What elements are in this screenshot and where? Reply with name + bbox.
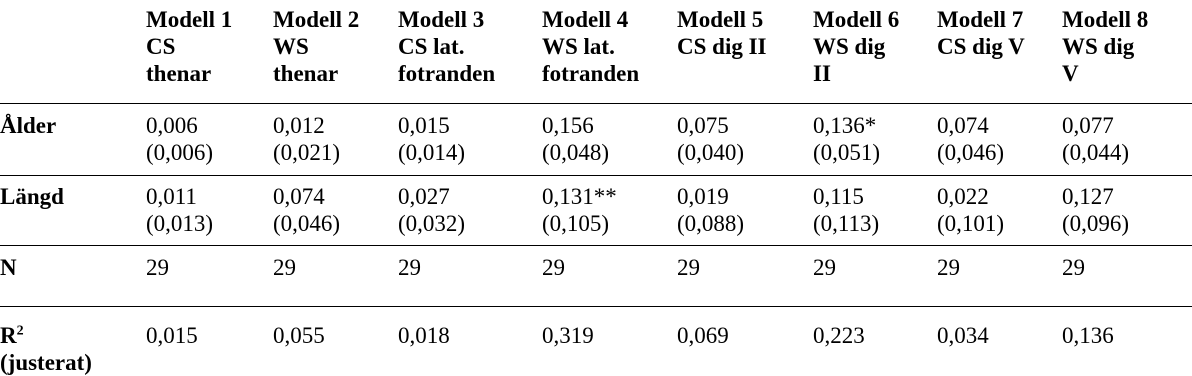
table-cell: 29 bbox=[542, 255, 565, 280]
column-header-2: Modell 2 WS thenar bbox=[273, 7, 360, 86]
row-label: Ålder bbox=[0, 113, 57, 138]
table-cell: 29 bbox=[1062, 255, 1085, 280]
table-cell: 29 bbox=[813, 255, 836, 280]
row-label: N bbox=[0, 255, 17, 280]
table-cell: 29 bbox=[273, 255, 296, 280]
table-cell: 0,127 (0,096) bbox=[1062, 184, 1130, 236]
row-divider bbox=[0, 306, 1192, 307]
table-cell: 29 bbox=[398, 255, 421, 280]
table-cell: 0,027 (0,032) bbox=[398, 184, 466, 236]
table-cell: 0,156 (0,048) bbox=[542, 113, 610, 165]
table-cell: 0,223 bbox=[813, 323, 865, 348]
table-cell: 0,069 bbox=[677, 323, 729, 348]
table-cell: 0,319 bbox=[542, 323, 594, 348]
row-label: $R^2$ (justerat) bbox=[0, 323, 92, 375]
table-cell: 0,015 (0,014) bbox=[398, 113, 466, 165]
table-cell: 0,055 bbox=[273, 323, 325, 348]
table-cell: 0,136 bbox=[1062, 323, 1114, 348]
table-cell: 0,075 (0,040) bbox=[677, 113, 745, 165]
table-cell: 0,074 (0,046) bbox=[937, 113, 1005, 165]
column-header-8: Modell 8 WS dig V bbox=[1062, 7, 1149, 86]
table-cell: 29 bbox=[677, 255, 700, 280]
row-divider bbox=[0, 245, 1192, 246]
column-header-6: Modell 6 WS dig II bbox=[813, 7, 900, 86]
column-header-4: Modell 4 WS lat. fotranden bbox=[542, 7, 640, 86]
table-cell: 0,131** (0,105) bbox=[542, 184, 617, 236]
table-cell: 0,015 bbox=[146, 323, 198, 348]
table-cell: 0,011 (0,013) bbox=[146, 184, 214, 236]
table-cell: 0,074 (0,046) bbox=[273, 184, 341, 236]
table-cell: 0,136* (0,051) bbox=[813, 113, 881, 165]
table-cell: 0,115 (0,113) bbox=[813, 184, 880, 236]
row-divider bbox=[0, 103, 1192, 104]
column-header-3: Modell 3 CS lat. fotranden bbox=[398, 7, 496, 86]
table-cell: 29 bbox=[146, 255, 169, 280]
table-cell: 29 bbox=[937, 255, 960, 280]
row-divider bbox=[0, 175, 1192, 176]
table-cell: 0,077 (0,044) bbox=[1062, 113, 1130, 165]
row-label: Längd bbox=[0, 184, 64, 209]
column-header-5: Modell 5 CS dig II bbox=[677, 7, 767, 59]
table-cell: 0,034 bbox=[937, 323, 989, 348]
table-cell: 0,018 bbox=[398, 323, 450, 348]
column-header-7: Modell 7 CS dig V bbox=[937, 7, 1025, 59]
column-header-1: Modell 1 CS thenar bbox=[146, 7, 233, 86]
table-cell: 0,006 (0,006) bbox=[146, 113, 214, 165]
table-cell: 0,012 (0,021) bbox=[273, 113, 341, 165]
table-cell: 0,022 (0,101) bbox=[937, 184, 1005, 236]
table-cell: 0,019 (0,088) bbox=[677, 184, 745, 236]
